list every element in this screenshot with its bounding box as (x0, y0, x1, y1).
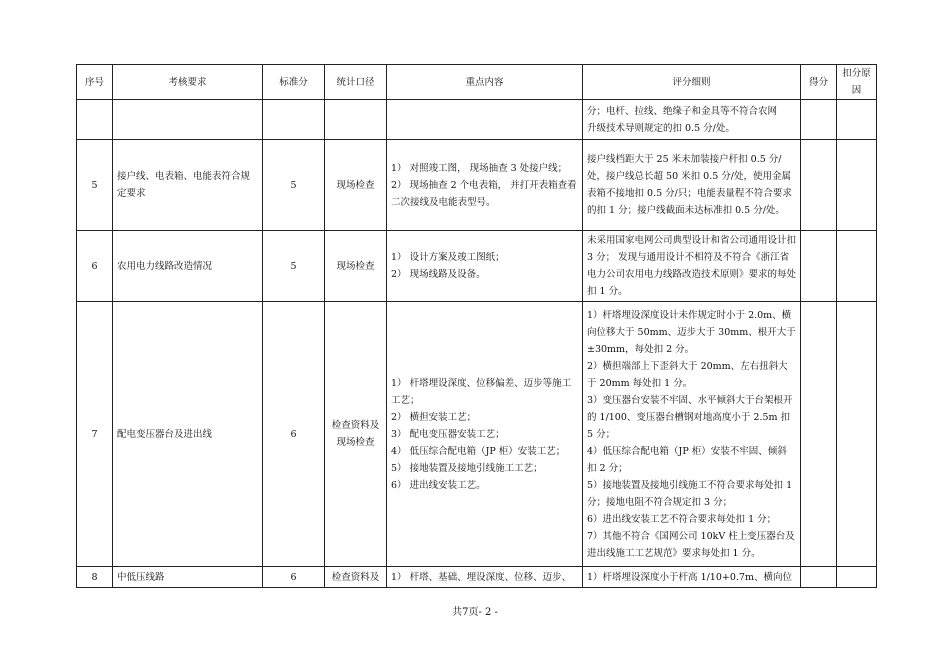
content-line: 2） 横担安装工艺； (391, 411, 477, 423)
row-standard-score (263, 100, 325, 140)
header-requirement: 考核要求 (113, 65, 263, 100)
row-key-content (387, 231, 583, 302)
table-row (77, 231, 877, 302)
table-row (77, 100, 877, 140)
row-deduction-reason (837, 140, 877, 231)
row-deduction-reason (837, 231, 877, 302)
row-scoring-rules (583, 302, 801, 567)
row-requirement: 中低压线路 (113, 567, 263, 588)
content-line: 1） 杆塔埋设深度、位移偏差、迈步等施工工艺； (391, 377, 572, 406)
row-score (801, 302, 837, 567)
content-line: 5） 接地装置及接地引线施工工艺； (391, 462, 543, 474)
row-no: 7 (77, 302, 113, 567)
row-standard-score: 6 (263, 302, 325, 567)
row-method: 现场检查 (325, 140, 387, 231)
row-scoring-rules (583, 567, 801, 588)
row-method: 检查资料及 (325, 567, 387, 588)
content-line: 6） 进出线安装工艺。 (391, 479, 486, 491)
row-method: 检查资料及现场检查 (325, 302, 387, 567)
rule-line: 6）进出线安装工艺不符合要求每处扣 1 分； (587, 513, 777, 525)
rule-line: 分；电杆、拉线、绝缘子和金具等不符合农网 (587, 105, 778, 117)
table-row (77, 140, 877, 231)
row-standard-score: 6 (263, 567, 325, 588)
row-standard-score: 5 (263, 140, 325, 231)
table-header-row (77, 65, 877, 100)
header-deduction-reason: 扣分原因 (837, 65, 877, 100)
content-line: 4） 低压综合配电箱（JP 柜）安装工艺； (391, 445, 566, 457)
scoring-table (76, 64, 877, 588)
row-no: 5 (77, 140, 113, 231)
rule-line: 未采用国家电网公司典型设计和省公司通用设计扣 3 分； 发现与通用设计不相符及不符合《浙江省电力公司农用电力线路改造技术原则》要求的每处扣 1 分。 (587, 235, 797, 297)
row-deduction-reason (837, 302, 877, 567)
content-line: 1） 杆塔、基础、埋设深度、位移、迈步、 (391, 571, 572, 583)
row-no: 6 (77, 231, 113, 302)
rule-line: 接户线档距大于 25 米未加装接户杆扣 0.5 分/处，接户线总长超 50 米扣 0.5 分/处，使用金属表箱不接地扣 0.5 分/只；电能表量程不符合要求的扣 1 分；接户线截面未达标准扣 0.5 分/处。 (587, 154, 792, 216)
row-requirement (113, 100, 263, 140)
content-line: 3） 配电变压器安装工艺； (391, 428, 505, 440)
header-scoring-rules: 评分细则 (583, 65, 801, 100)
row-score (801, 140, 837, 231)
row-key-content (387, 302, 583, 567)
rule-line: 4）低压综合配电箱（JP 柜）安装不牢固、倾斜扣 2 分； (587, 445, 787, 474)
row-no (77, 100, 113, 140)
table-row (77, 302, 877, 567)
row-scoring-rules (583, 140, 801, 231)
row-deduction-reason (837, 567, 877, 588)
row-requirement: 接户线、电表箱、电能表符合规定要求 (113, 140, 263, 231)
header-no: 序号 (77, 65, 113, 100)
rule-line: 1）杆塔埋设深度设计未作规定时小于 2.0m、横向位移大于 50mm、迈步大于 30mm、根开大于±30mm，每处扣 2 分。 (587, 309, 796, 355)
row-score (801, 231, 837, 302)
header-score: 得分 (801, 65, 837, 100)
rule-line: 升级技术导则规定的扣 0.5 分/处。 (587, 122, 735, 134)
rule-line: 3）变压器台安装不牢固、水平倾斜大于台架根开的 1/100、变压器台槽钢对地高度小于 2.5m 扣 5 分； (587, 394, 793, 440)
row-requirement: 配电变压器台及进出线 (113, 302, 263, 567)
page-footer: 共7页- 2 - (452, 607, 498, 618)
row-deduction-reason (837, 100, 877, 140)
rule-line: 5）接地装置及接地引线施工不符合要求每处扣 1 分；接地电阻不符合规定扣 3 分； (587, 479, 793, 508)
table-row (77, 567, 877, 588)
row-score (801, 567, 837, 588)
content-line: 2） 现场抽查 2 个电表箱， 并打开表箱查看二次接线及电能表型号。 (391, 179, 577, 208)
row-key-content (387, 140, 583, 231)
content-line: 2） 现场线路及设备。 (391, 269, 486, 280)
header-standard-score: 标准分 (263, 65, 325, 100)
content-line: 1） 对照竣工图， 现场抽查 3 处接户线； (391, 162, 568, 174)
row-method (325, 100, 387, 140)
row-key-content (387, 567, 583, 588)
row-scoring-rules (583, 231, 801, 302)
row-score (801, 100, 837, 140)
row-requirement: 农用电力线路改造情况 (113, 231, 263, 302)
row-key-content (387, 100, 583, 140)
row-scoring-rules (583, 100, 801, 140)
row-no: 8 (77, 567, 113, 588)
content-line: 1） 设计方案及竣工图纸； (391, 252, 505, 263)
header-method: 统计口径 (325, 65, 387, 100)
rule-line: 2）横担端部上下歪斜大于 20mm、左右扭斜大于 20mm 每处扣 1 分。 (587, 360, 788, 389)
rule-line: 7）其他不符合《国网公司 10kV 柱上变压器台及进出线施工工艺规范》要求每处扣 1 分。 (587, 530, 795, 559)
row-standard-score: 5 (263, 231, 325, 302)
row-method: 现场检查 (325, 231, 387, 302)
rule-line: 1）杆塔埋设深度小于杆高 1/10+0.7m、横向位 (587, 571, 792, 583)
header-key-content: 重点内容 (387, 65, 583, 100)
